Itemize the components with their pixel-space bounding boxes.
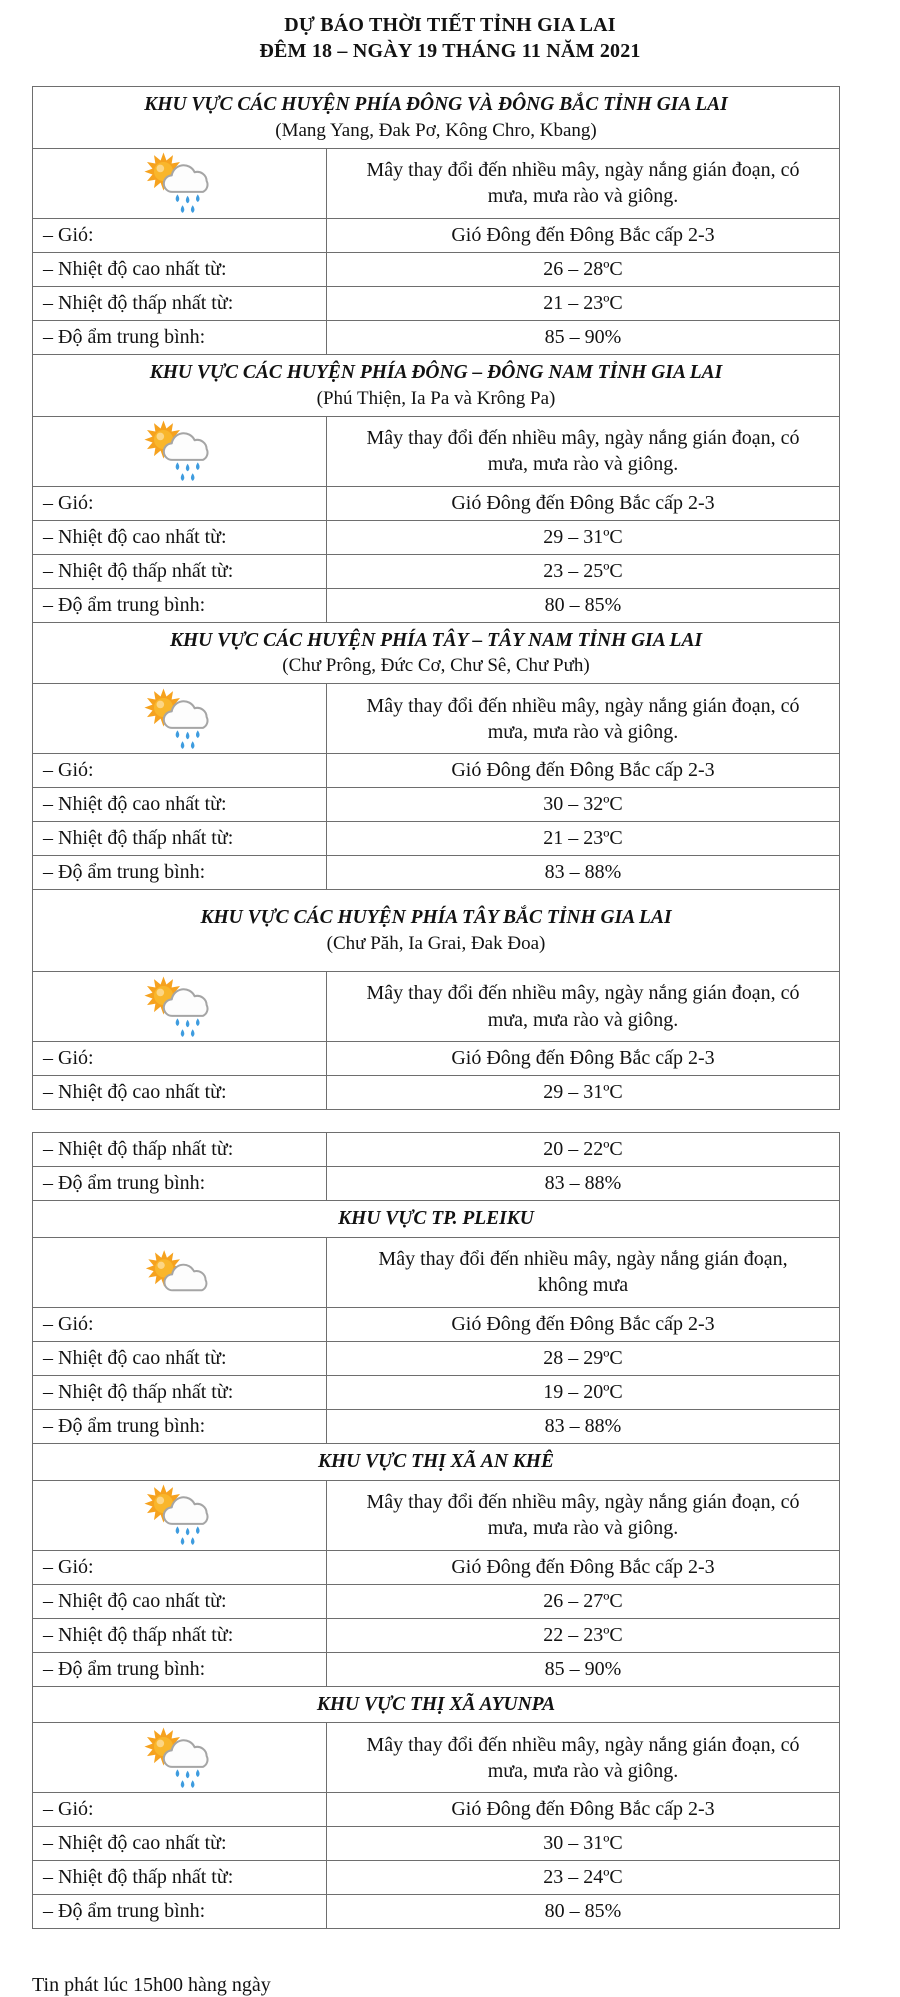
weather-description: Mây thay đổi đến nhiều mây, ngày nắng gián đoạn, có mưa, mưa rào và giông.: [366, 1733, 800, 1782]
humidity-value: 83 – 88%: [544, 1414, 622, 1437]
weather-summary-row: [33, 1238, 839, 1308]
temp-low-label: – Nhiệt độ thấp nhất từ:: [33, 1376, 327, 1409]
sun-behind-rain-cloud-icon: [138, 150, 222, 216]
temp-high-label: – Nhiệt độ cao nhất từ:: [33, 1827, 327, 1860]
temp-high-label: – Nhiệt độ cao nhất từ:: [33, 788, 327, 821]
humidity-row: [33, 856, 839, 890]
region-header: [33, 1444, 839, 1481]
sun-behind-rain-cloud-icon: [138, 974, 222, 1040]
wind-value: Gió Đông đến Đông Bắc cấp 2-3: [451, 223, 715, 246]
temp-high-row: [33, 1342, 839, 1376]
wind-row: [33, 1042, 839, 1076]
temp-high-value: 26 – 28ºC: [543, 257, 623, 280]
region-subtitle: (Phú Thiện, Ia Pa và Krông Pa): [316, 387, 556, 409]
humidity-row: [33, 1410, 839, 1444]
region-section-dong-dongnam: [33, 355, 839, 623]
temp-high-label: – Nhiệt độ cao nhất từ:: [33, 1076, 327, 1109]
region-subtitle: (Chư Păh, Ia Grai, Đak Đoa): [326, 933, 546, 955]
forecast-table-page2: [32, 1132, 840, 1929]
temp-high-value: 26 – 27ºC: [543, 1589, 623, 1612]
region-title: KHU VỰC TP. PLEIKU: [338, 1208, 534, 1230]
humidity-label: – Độ ẩm trung bình:: [33, 1167, 327, 1200]
page-title-line1: DỰ BÁO THỜI TIẾT TỈNH GIA LAI: [284, 14, 616, 36]
region-title: KHU VỰC THỊ XÃ AN KHÊ: [318, 1450, 554, 1472]
region-section-tay-taynam: [33, 623, 839, 891]
wind-row: [33, 1793, 839, 1827]
humidity-value: 85 – 90%: [544, 325, 622, 348]
wind-label: – Gió:: [33, 1308, 327, 1341]
region-title: KHU VỰC CÁC HUYỆN PHÍA ĐÔNG VÀ ĐÔNG BẮC TỈNH GIA LAI: [144, 94, 728, 115]
region-title: KHU VỰC THỊ XÃ AYUNPA: [316, 1693, 556, 1715]
region-section-taybac-part2: [33, 1133, 839, 1201]
humidity-value: 80 – 85%: [544, 1900, 622, 1923]
region-section-ayunpa: [33, 1687, 839, 1930]
forecast-table-page1: [32, 86, 840, 1110]
region-title: KHU VỰC CÁC HUYỆN PHÍA ĐÔNG – ĐÔNG NAM TỈNH GIA LAI: [149, 361, 723, 383]
wind-label: – Gió:: [33, 1793, 327, 1826]
temp-low-row: [33, 822, 839, 856]
weather-icon-cell: [33, 1723, 327, 1792]
wind-row: [33, 754, 839, 788]
weather-summary-row: [33, 1723, 839, 1793]
sun-behind-cloud-icon: [141, 1245, 219, 1299]
humidity-label: – Độ ẩm trung bình:: [33, 321, 327, 354]
temp-low-row: [33, 555, 839, 589]
weather-description: Mây thay đổi đến nhiều mây, ngày nắng gián đoạn, có mưa, mưa rào và giông.: [366, 158, 800, 208]
wind-label: – Gió:: [33, 1042, 327, 1075]
temp-high-row: [33, 253, 839, 287]
region-header: [33, 355, 839, 417]
humidity-row: [33, 1167, 839, 1201]
wind-value: Gió Đông đến Đông Bắc cấp 2-3: [451, 491, 715, 514]
temp-low-value: 22 – 23ºC: [543, 1623, 623, 1646]
temp-low-value: 19 – 20ºC: [543, 1380, 623, 1403]
temp-low-label: – Nhiệt độ thấp nhất từ:: [33, 1861, 327, 1894]
issue-time-note: Tin phát lúc 15h00 hàng ngày: [32, 1974, 271, 1996]
sun-behind-rain-cloud-icon: [138, 1725, 222, 1791]
page-title-line2: ĐÊM 18 – NGÀY 19 THÁNG 11 NĂM 2021: [259, 40, 641, 62]
temp-high-row: [33, 1585, 839, 1619]
temp-high-label: – Nhiệt độ cao nhất từ:: [33, 1342, 327, 1375]
temp-high-value: 28 – 29ºC: [543, 1346, 623, 1369]
weather-description: Mây thay đổi đến nhiều mây, ngày nắng gián đoạn, có mưa, mưa rào và giông.: [366, 694, 800, 743]
weather-summary-row: [33, 972, 839, 1042]
wind-value: Gió Đông đến Đông Bắc cấp 2-3: [451, 1312, 715, 1335]
wind-label: – Gió:: [33, 219, 327, 252]
region-title: KHU VỰC CÁC HUYỆN PHÍA TÂY BẮC TỈNH GIA LAI: [200, 907, 672, 929]
page-title: [0, 0, 900, 64]
temp-low-label: – Nhiệt độ thấp nhất từ:: [33, 555, 327, 588]
humidity-row: [33, 321, 839, 355]
temp-low-label: – Nhiệt độ thấp nhất từ:: [33, 287, 327, 320]
humidity-value: 83 – 88%: [544, 1172, 622, 1195]
region-subtitle: (Chư Prông, Đức Cơ, Chư Sê, Chư Pưh): [282, 655, 590, 677]
temp-high-value: 30 – 31ºC: [543, 1832, 623, 1855]
sun-behind-rain-cloud-icon: [138, 686, 222, 752]
temp-low-row: [33, 1861, 839, 1895]
weather-description: Mây thay đổi đến nhiều mây, ngày nắng gián đoạn, có mưa, mưa rào và giông.: [366, 426, 800, 476]
temp-high-row: [33, 1076, 839, 1110]
wind-value: Gió Đông đến Đông Bắc cấp 2-3: [451, 1798, 715, 1821]
wind-label: – Gió:: [33, 754, 327, 787]
temp-low-value: 21 – 23ºC: [543, 827, 623, 850]
temp-high-label: – Nhiệt độ cao nhất từ:: [33, 1585, 327, 1618]
weather-icon-cell: [33, 417, 327, 486]
temp-low-label: – Nhiệt độ thấp nhất từ:: [33, 1133, 327, 1166]
weather-description: Mây thay đổi đến nhiều mây, ngày nắng gián đoạn, không mưa: [378, 1248, 788, 1297]
weather-description: Mây thay đổi đến nhiều mây, ngày nắng gián đoạn, có mưa, mưa rào và giông.: [366, 1490, 800, 1540]
wind-value: Gió Đông đến Đông Bắc cấp 2-3: [451, 1047, 715, 1070]
temp-low-row: [33, 1376, 839, 1410]
wind-value: Gió Đông đến Đông Bắc cấp 2-3: [451, 759, 715, 782]
humidity-value: 80 – 85%: [544, 593, 622, 616]
region-section-taybac-part1: [33, 890, 839, 1110]
humidity-label: – Độ ẩm trung bình:: [33, 1653, 327, 1686]
temp-high-row: [33, 1827, 839, 1861]
humidity-row: [33, 1895, 839, 1929]
wind-row: [33, 487, 839, 521]
region-section-dong-dongbac: [33, 87, 839, 355]
wind-value: Gió Đông đến Đông Bắc cấp 2-3: [451, 1555, 715, 1578]
sun-behind-rain-cloud-icon: [138, 418, 222, 484]
region-header: [33, 1201, 839, 1238]
temp-high-value: 29 – 31ºC: [543, 525, 623, 548]
temp-low-label: – Nhiệt độ thấp nhất từ:: [33, 822, 327, 855]
weather-summary-row: [33, 1481, 839, 1551]
weather-icon-cell: [33, 684, 327, 753]
temp-high-row: [33, 788, 839, 822]
temp-low-row: [33, 287, 839, 321]
temp-low-value: 20 – 22ºC: [543, 1138, 623, 1161]
weather-summary-row: [33, 149, 839, 219]
region-subtitle: (Mang Yang, Đak Pơ, Kông Chro, Kbang): [275, 119, 597, 141]
weather-icon-cell: [33, 1481, 327, 1550]
temp-high-value: 30 – 32ºC: [543, 793, 623, 816]
sun-behind-rain-cloud-icon: [138, 1482, 222, 1548]
region-header: [33, 890, 839, 972]
wind-row: [33, 1551, 839, 1585]
temp-low-value: 21 – 23ºC: [543, 291, 623, 314]
wind-row: [33, 219, 839, 253]
page-break-gap: [0, 1110, 900, 1132]
region-section-ankhe: [33, 1444, 839, 1687]
temp-high-value: 29 – 31ºC: [543, 1081, 623, 1104]
temp-low-label: – Nhiệt độ thấp nhất từ:: [33, 1619, 327, 1652]
wind-label: – Gió:: [33, 487, 327, 520]
humidity-label: – Độ ẩm trung bình:: [33, 1410, 327, 1443]
temp-high-label: – Nhiệt độ cao nhất từ:: [33, 521, 327, 554]
region-header: [33, 623, 839, 685]
temp-low-row: [33, 1133, 839, 1167]
weather-icon-cell: [33, 1238, 327, 1307]
wind-label: – Gió:: [33, 1551, 327, 1584]
temp-high-row: [33, 521, 839, 555]
weather-icon-cell: [33, 972, 327, 1041]
weather-icon-cell: [33, 149, 327, 218]
temp-high-label: – Nhiệt độ cao nhất từ:: [33, 253, 327, 286]
weather-description: Mây thay đổi đến nhiều mây, ngày nắng gián đoạn, có mưa, mưa rào và giông.: [366, 982, 800, 1031]
humidity-label: – Độ ẩm trung bình:: [33, 856, 327, 889]
weather-summary-row: [33, 684, 839, 754]
temp-low-row: [33, 1619, 839, 1653]
weather-summary-row: [33, 417, 839, 487]
wind-row: [33, 1308, 839, 1342]
humidity-label: – Độ ẩm trung bình:: [33, 1895, 327, 1928]
temp-low-value: 23 – 24ºC: [543, 1866, 623, 1889]
humidity-row: [33, 589, 839, 623]
region-section-pleiku: [33, 1201, 839, 1444]
humidity-label: – Độ ẩm trung bình:: [33, 589, 327, 622]
humidity-value: 85 – 90%: [544, 1657, 622, 1680]
region-title: KHU VỰC CÁC HUYỆN PHÍA TÂY – TÂY NAM TỈNH GIA LAI: [169, 629, 703, 651]
temp-low-value: 23 – 25ºC: [543, 559, 623, 582]
region-header: [33, 87, 839, 149]
humidity-row: [33, 1653, 839, 1687]
region-header: [33, 1687, 839, 1724]
humidity-value: 83 – 88%: [544, 861, 622, 884]
